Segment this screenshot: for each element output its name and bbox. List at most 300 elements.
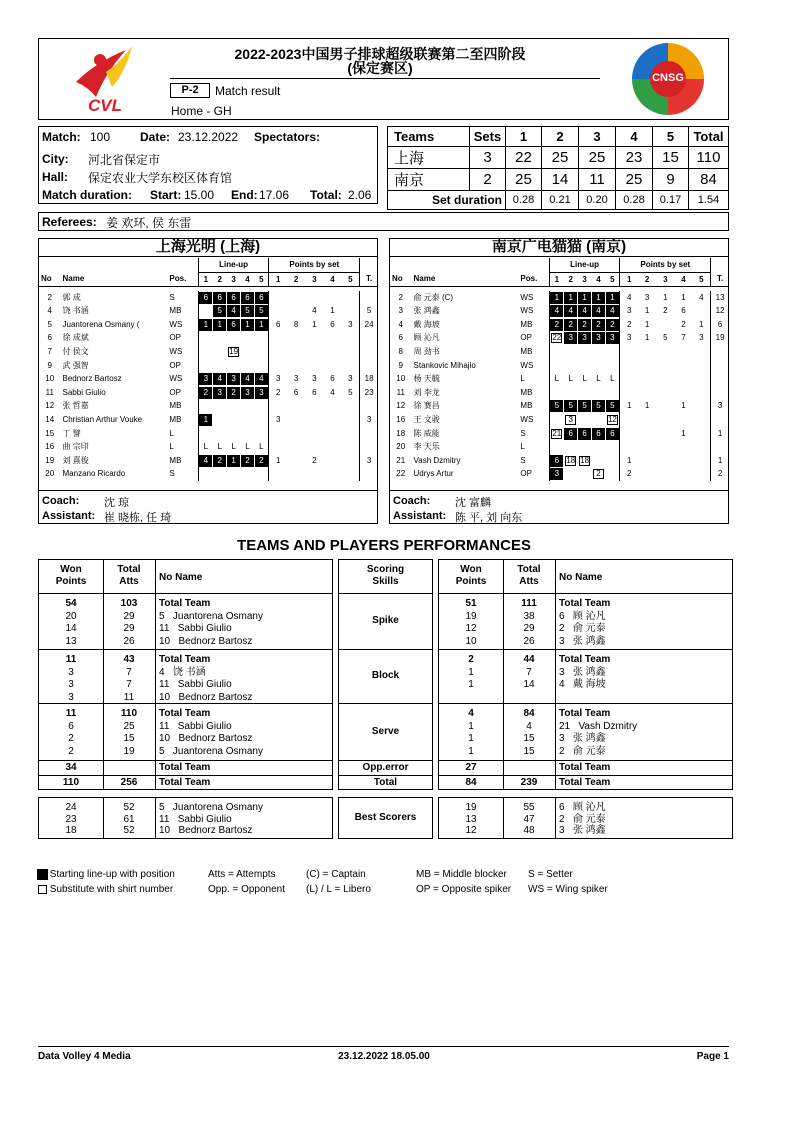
total-atts-header: Total [117,564,141,575]
set-points [305,359,323,373]
set-points [323,359,341,373]
lineup-cell [564,386,578,400]
lineup-cell [549,304,563,318]
player-position: MB [520,401,533,411]
lineup-cell [198,454,212,468]
total-points [711,386,729,400]
row-divider [339,593,432,594]
best-won: 13 [465,813,477,825]
set-points: 6 [330,319,335,329]
player-number: 10 [45,374,55,384]
set-points: 1 [681,401,686,411]
set-points [305,331,323,345]
legend-item: S = Setter [528,869,573,880]
set-points [342,359,360,373]
player-row [38,304,378,318]
set-points [342,427,360,441]
player-row [389,359,729,373]
lineup-cell [227,440,241,454]
lineup-cell [592,427,606,441]
set-points [323,440,341,454]
set-points: 3 [699,333,704,343]
points-header: Points by set [620,258,711,272]
player-number: 20 [396,442,406,452]
team-name-heading: 南京广电猫猫 (南京) [389,238,729,257]
lineup-cell [549,331,563,345]
footer-left: Data Volley 4 Media [38,1051,131,1062]
set-points: 4 [620,291,638,305]
libero-mark: L [217,442,222,452]
set-points [620,359,638,373]
lineup-cell [605,427,619,441]
lineup-cell [213,386,227,400]
skill-label: Block [371,670,400,681]
lineup-cell [592,304,606,318]
roster-group-header-row [389,258,729,272]
referees-value: 姜 欢环, 侯 东雷 [106,216,192,230]
set-points: 4 [699,292,704,302]
player-position: OP [520,469,532,479]
set-points [620,345,638,359]
lineup-cell [254,454,268,468]
player-number: 3 [398,306,403,316]
cnsg-logo-text: CNSG [652,72,684,84]
lineup-cell [549,467,563,481]
set-points: 1 [699,319,704,329]
won-points: 10 [465,635,477,647]
footer-page: Page 1 [696,1051,729,1062]
player-entry: 6 顾 沁凡 [559,610,606,622]
player-number: 9 [398,360,403,370]
set-points [656,386,674,400]
lineup-cell [254,331,268,345]
won-points-header: Won [460,564,482,575]
set-points [287,399,305,413]
lineup-cell [578,413,592,427]
set-points: 3 [620,304,638,318]
set-points: 1 [312,319,317,329]
total-attempts: 15 [123,733,135,745]
lineup-cell [213,427,227,441]
libero-mark: L [231,442,236,452]
set-points [342,399,360,413]
lineup-cell [227,331,241,345]
starting-position: 1 [579,293,590,303]
starting-position: 6 [242,293,253,303]
total-atts: 256 [120,777,138,788]
total-attempts: 29 [523,623,535,635]
no-header: No [389,272,413,287]
starting-position: 4 [607,306,618,316]
substitute-number: 19 [229,346,239,356]
lineup-cell [549,345,563,359]
starting-position: 3 [593,333,604,343]
starting-position: 6 [579,429,590,439]
lineup-cell [198,427,212,441]
player-position: OP [169,333,181,343]
lineup-cell [592,413,606,427]
player-entry: 11 Sabbi Giulio [159,679,232,691]
lineup-cell [605,291,619,305]
starting-position: 1 [607,293,618,303]
name-header: Name [62,272,169,287]
sets-won: 2 [470,169,506,191]
substitute-number: 3 [565,415,576,425]
player-entry: 3 张 鸿鑫 [559,666,606,678]
player-row [389,467,729,481]
lineup-cell [592,331,606,345]
total-attempts: 111 [521,598,537,609]
player-entry: 10 Bednorz Bartosz [159,635,253,647]
lineup-cell [564,359,578,373]
total-team-label: Total Team [159,654,211,665]
hall-label: Hall: [42,170,69,184]
coach-label: Coach: [42,495,80,507]
starting-position: 6 [228,293,239,303]
roster-table [38,258,378,481]
player-row [389,386,729,400]
best-scorers-label-box [338,797,433,839]
lineup-cell [213,291,227,305]
player-entry: 5 Juantorena Osmany [159,610,263,622]
team-name: 南京 [388,169,470,191]
legend-item: WS = Wing spiker [528,884,608,895]
lineup-cell [549,399,563,413]
starting-position: 2 [228,388,239,398]
legend-item: (C) = Captain [306,869,366,880]
starting-position: 4 [565,306,576,316]
set-points: 4 [312,306,317,316]
best-won: 18 [65,825,77,836]
libero-mark: L [554,374,560,384]
lineup-cell [227,427,241,441]
column-divider [155,560,156,789]
set-points: 2 [312,455,317,465]
row-divider [39,775,332,776]
set-score: 25 [616,169,653,191]
lineup-cell [198,399,212,413]
opp-error-won: 34 [65,762,77,773]
won-points-header: Points [455,576,487,587]
player-position: S [520,428,526,438]
lineup-cell [241,291,255,305]
player-row [389,304,729,318]
lineup-cell [549,318,563,332]
filled-square-icon [38,870,47,879]
player-number: 14 [45,415,55,425]
player-entry: 3 张 鸿鑫 [559,635,606,647]
lineup-cell [578,399,592,413]
lineup-cell [227,467,241,481]
set-points [287,467,305,481]
total-points: 2 [711,467,729,481]
won-points: 13 [65,635,77,647]
total-attempts: 14 [523,679,535,691]
player-row [389,345,729,359]
total-points: 6 [711,318,729,332]
title-underline [170,78,600,79]
set-points: 1 [681,428,686,438]
footer-rule [38,1046,729,1047]
row-divider [439,649,732,650]
set-points [287,331,305,345]
lineup-cell [198,291,212,305]
lineup-cell [564,291,578,305]
set-points [287,454,305,468]
total-points [711,413,729,427]
player-entry: 4 戴 海坡 [559,679,606,691]
player-row [389,399,729,413]
lineup-cell [564,345,578,359]
lineup-cell [254,467,268,481]
lineup-cell [578,454,592,468]
won-points: 11 [65,708,77,719]
set-points [693,467,711,481]
page-subtitle: (保定赛区) [347,60,413,76]
points-set-header: 4 [323,272,341,287]
starting-position: 4 [242,374,253,384]
total-attempts: 7 [126,679,132,691]
lineup-cell [605,345,619,359]
set-points: 3 [348,374,353,384]
won-points: 20 [65,610,77,622]
scoring-skills-header: Scoring [366,564,405,575]
starting-position: 5 [565,401,576,411]
best-atts: 48 [523,825,535,836]
lineup-cell [254,359,268,373]
footer-timestamp: 23.12.2022 18.05.00 [338,1051,430,1062]
skill-label: Serve [371,725,400,737]
player-name: 顾 沁凡 [413,333,440,343]
total-points: 19 [711,331,729,345]
lineup-cell [564,318,578,332]
best-scorer: 2 俞 元泰 [559,813,606,825]
start-value: 15.00 [184,188,215,202]
total-team: Total Team [159,777,211,788]
total-points [360,291,378,305]
player-row [389,291,729,305]
best-scorers-label: Best Scorers [354,812,417,823]
lineup-cell [241,413,255,427]
player-row [38,427,378,441]
points-set-header: 5 [693,272,711,287]
set-points [674,345,692,359]
total-attempts: 7 [526,666,532,678]
total-points [711,440,729,454]
row-divider [39,649,332,650]
lineup-cell [605,331,619,345]
total-points [360,440,378,454]
lineup-cell [241,399,255,413]
set-points [323,399,341,413]
player-name: 李 天乐 [413,442,440,452]
won-points: 1 [468,666,474,678]
total-attempts: 44 [523,654,535,665]
set-points [342,331,360,345]
set-points [656,359,674,373]
player-number: 6 [47,333,52,343]
points-set-header: 1 [620,272,638,287]
lineup-cell [605,454,619,468]
lineup-cell [198,413,212,427]
player-entry: 3 张 鸿鑫 [559,733,606,745]
player-number: 18 [396,428,406,438]
set-points [287,304,305,318]
lineup-set-header: 3 [578,272,592,287]
set-points: 1 [681,292,686,302]
player-position: MB [169,455,182,465]
set-points [693,386,711,400]
won-points: 12 [465,623,477,635]
starting-position: 5 [593,401,604,411]
player-name: 张 鸿鑫 [413,306,440,316]
best-atts: 52 [123,825,135,836]
total-attempts: 43 [123,654,135,665]
starting-position: 3 [256,388,267,398]
lineup-cell [254,291,268,305]
total-points [360,467,378,481]
player-position: MB [520,319,533,329]
player-name: Juantorena Osmany ( [62,319,140,329]
lineup-cell [592,372,606,386]
column-divider [555,560,556,789]
lineup-cell [549,291,563,305]
starting-position: 2 [607,320,618,330]
points-set-header: 5 [342,272,360,287]
lineup-cell [592,291,606,305]
player-number: 6 [398,333,403,343]
lineup-cell [605,467,619,481]
player-name: Sabbi Giulio [62,387,106,397]
player-name: 周 劲书 [413,347,440,357]
total-won: 110 [62,777,80,788]
lineup-cell [227,372,241,386]
total-points: 1 [711,454,729,468]
lineup-cell [605,440,619,454]
total-points: 23 [360,386,378,400]
lineup-cell [198,359,212,373]
lineup-cell [213,372,227,386]
set-points [269,440,287,454]
player-row [38,454,378,468]
row-divider [39,593,332,594]
lineup-cell [254,345,268,359]
lineup-cell [241,386,255,400]
player-row [38,331,378,345]
player-entry: 2 俞 元泰 [559,623,606,635]
set-points [638,345,656,359]
total-points: 5 [360,304,378,318]
total-score: 84 [689,169,729,191]
roster-column-header-row [38,272,378,287]
player-row [38,399,378,413]
lineup-cell [564,467,578,481]
set-points [269,467,287,481]
player-position: WS [520,415,534,425]
player-name: 陈 威能 [413,428,440,438]
set-points: 5 [348,387,353,397]
player-name: 张 哲嘉 [62,401,89,411]
player-row [389,331,729,345]
player-row [389,427,729,441]
set-points [656,372,674,386]
lineup-cell [241,359,255,373]
won-points: 1 [468,733,474,745]
won-points: 3 [68,666,74,678]
player-row [38,359,378,373]
total-head: Total [689,127,729,147]
player-name: 徐 赛昌 [413,401,440,411]
total-attempts: 110 [120,708,138,719]
libero-mark: L [568,374,573,384]
set-points [638,440,656,454]
player-row [38,467,378,481]
set-points [342,304,360,318]
lineup-cell [241,318,255,332]
lineup-cell [213,359,227,373]
lineup-cell [241,440,255,454]
best-scorer: 6 顾 沁凡 [559,802,606,813]
set-points [638,372,656,386]
row-divider [439,593,732,594]
player-row [389,318,729,332]
won-points: 2 [468,654,474,665]
hall-value: 保定农业大学东校区体育馆 [88,171,233,185]
match-code: P-2 [170,83,210,98]
set-points: 6 [681,306,686,316]
starting-position: 5 [214,306,225,316]
set-points [323,291,341,305]
set-points [305,291,323,305]
player-entry: 11 Sabbi Giulio [159,623,232,635]
player-name: 付 侯文 [62,347,89,357]
player-name: 戴 海坡 [413,319,440,329]
pos-header: Pos. [519,272,549,287]
lineup-set-header: 2 [213,272,227,287]
starting-position: 1 [551,293,562,303]
pos-header: Pos. [168,272,198,287]
set-points [287,291,305,305]
starting-position: 1 [593,293,604,303]
lineup-cell [578,440,592,454]
total-points [360,399,378,413]
starting-position: 3 [565,333,576,343]
total-points [360,345,378,359]
lineup-cell [227,454,241,468]
lineup-cell [592,467,606,481]
lineup-cell [578,318,592,332]
roster-column-header-row [389,272,729,287]
player-number: 11 [396,387,405,397]
lineup-cell [549,440,563,454]
total-attempts: 38 [523,610,535,622]
set-points [269,345,287,359]
starting-position: 5 [607,401,618,411]
starting-position: 6 [565,429,576,439]
lineup-cell [241,331,255,345]
lineup-set-header: 4 [592,272,606,287]
skills-column [338,559,433,790]
referees-label: Referees: [42,215,97,229]
set-points [620,413,638,427]
lineup-cell [241,372,255,386]
won-points: 4 [468,708,474,719]
player-position: MB [520,347,533,357]
lineup-cell [227,399,241,413]
lineup-cell [605,399,619,413]
set-points [674,467,692,481]
set-points: 1 [644,401,650,411]
